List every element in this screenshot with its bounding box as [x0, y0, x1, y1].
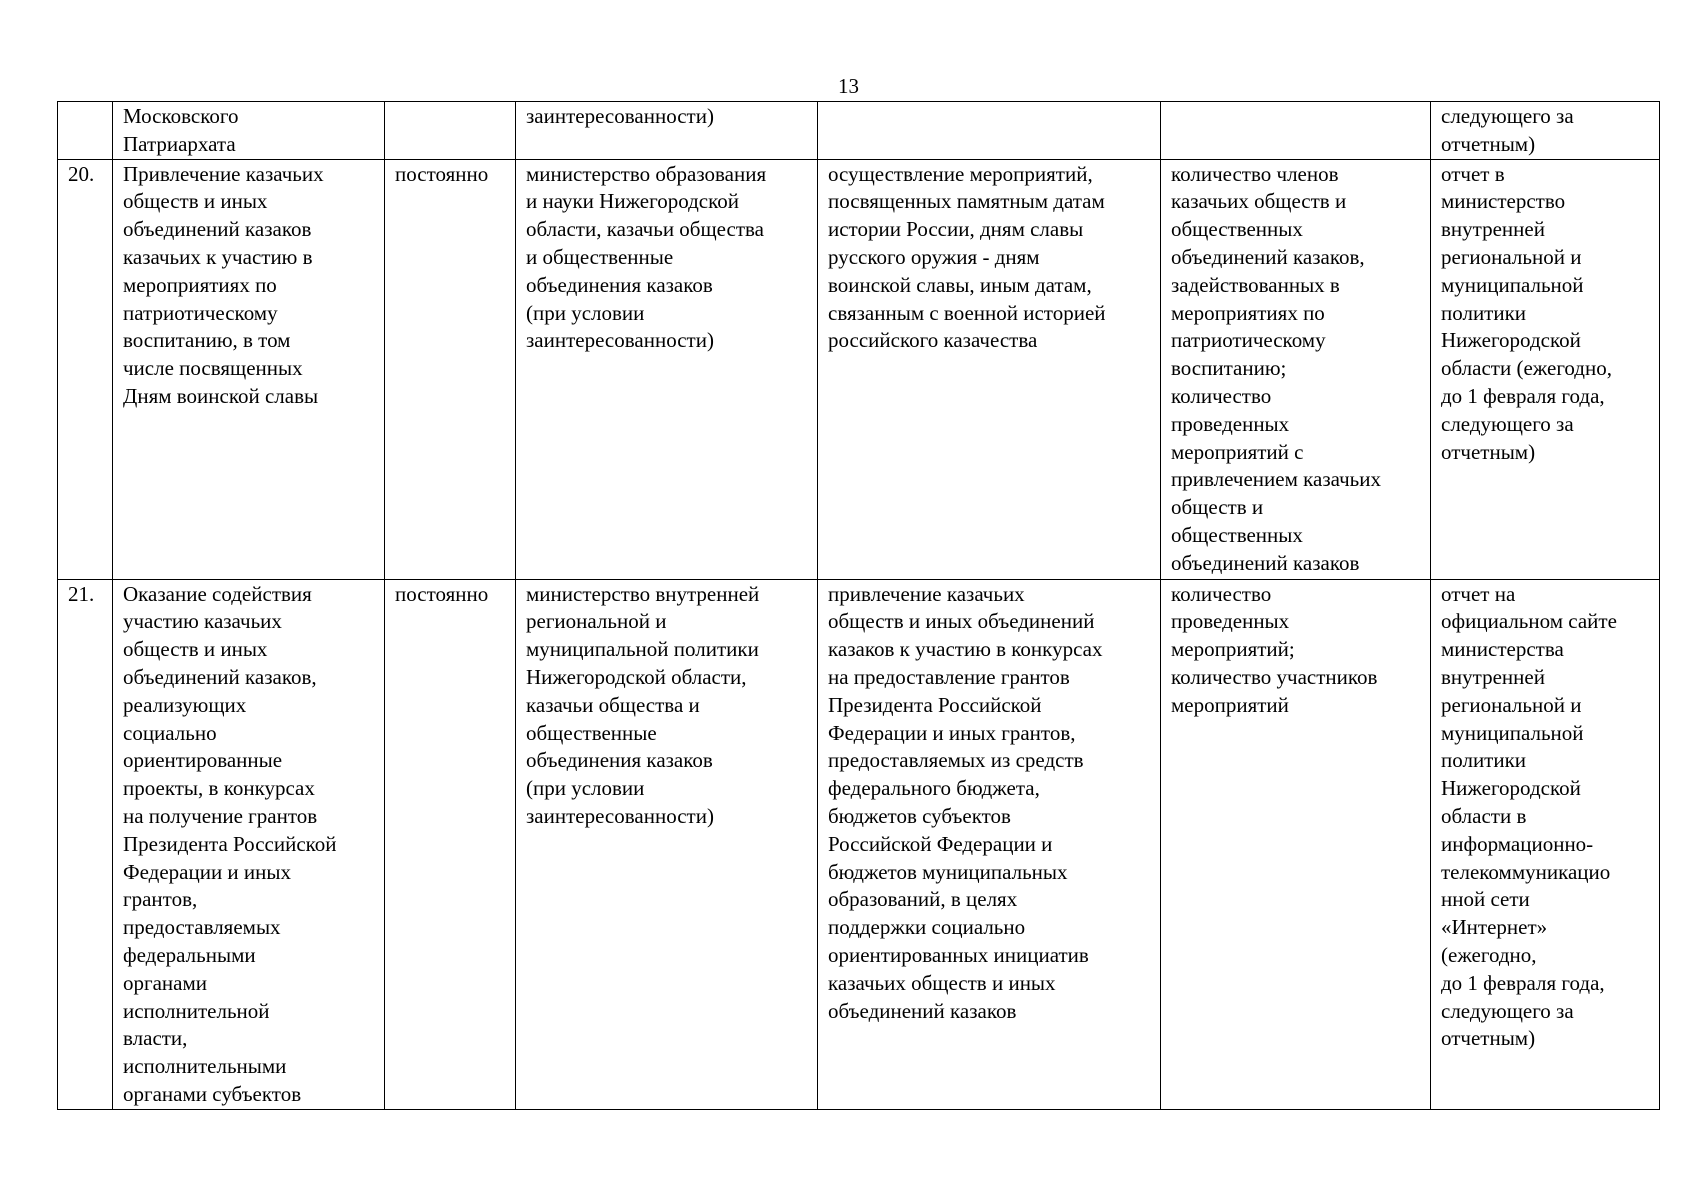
- content-cell: привлечение казачьих обществ и иных объединений казаков к участию в конкурсах на предоставление грантов Президента Российской Федерации и иных грантов, предоставляемых из средств федерального бюджета, бюджетов субъектов Российской Федерации и бюджетов муниципальных образований, в целях поддержки социально ориентированных инициатив казачьих обществ и иных объединений казаков: [818, 579, 1161, 1109]
- row-number: [58, 102, 113, 160]
- content-cell: [818, 102, 1161, 160]
- page-number: 13: [838, 74, 859, 98]
- term-cell: постоянно: [385, 159, 516, 579]
- executors-cell: заинтересованности): [516, 102, 818, 160]
- report-cell: следующего за отчетным): [1431, 102, 1660, 160]
- indicators-cell: [1161, 102, 1431, 160]
- row-number: 21.: [58, 579, 113, 1109]
- indicators-cell: количество проведенных мероприятий; количество участников мероприятий: [1161, 579, 1431, 1109]
- measure-cell: Московского Патриархата: [113, 102, 385, 160]
- term-cell: постоянно: [385, 579, 516, 1109]
- measure-cell: Оказание содействия участию казачьих обществ и иных объединений казаков, реализующих социально ориентированные проекты, в конкурсах на получение грантов Президента Российской Федерации и иных грантов, предоставляемых федеральными органами исполнительной власти, исполнительными органами субъектов: [113, 579, 385, 1109]
- report-cell: отчет на официальном сайте министерства внутренней региональной и муниципальной политики Нижегородской области в информационно- телекоммуникацио нной сети «Интернет» (ежегодно, до 1 февраля года, следующего за отчетным): [1431, 579, 1660, 1109]
- row-number: 20.: [58, 159, 113, 579]
- executors-cell: министерство образования и науки Нижегородской области, казачьи общества и общественные объединения казаков (при условии заинтересованности): [516, 159, 818, 579]
- term-cell: [385, 102, 516, 160]
- report-cell: отчет в министерство внутренней региональной и муниципальной политики Нижегородской области (ежегодно, до 1 февраля года, следующего за отчетным): [1431, 159, 1660, 579]
- measure-cell: Привлечение казачьих обществ и иных объединений казаков казачьих к участию в мероприятиях по патриотическому воспитанию, в том числе посвященных Дням воинской славы: [113, 159, 385, 579]
- table-row: [58, 102, 1660, 160]
- content-cell: осуществление мероприятий, посвященных памятным датам истории России, дням славы русского оружия - дням воинской славы, иным датам, связанным с военной историей российского казачества: [818, 159, 1161, 579]
- table-row: [58, 579, 1660, 1109]
- measures-table: [57, 101, 1660, 1110]
- table-row: [58, 159, 1660, 579]
- executors-cell: министерство внутренней региональной и муниципальной политики Нижегородской области, казачьи общества и общественные объединения казаков (при условии заинтересованности): [516, 579, 818, 1109]
- indicators-cell: количество членов казачьих обществ и общественных объединений казаков, задействованных в мероприятиях по патриотическому воспитанию; количество проведенных мероприятий с привлечением казачьих обществ и общественных объединений казаков: [1161, 159, 1431, 579]
